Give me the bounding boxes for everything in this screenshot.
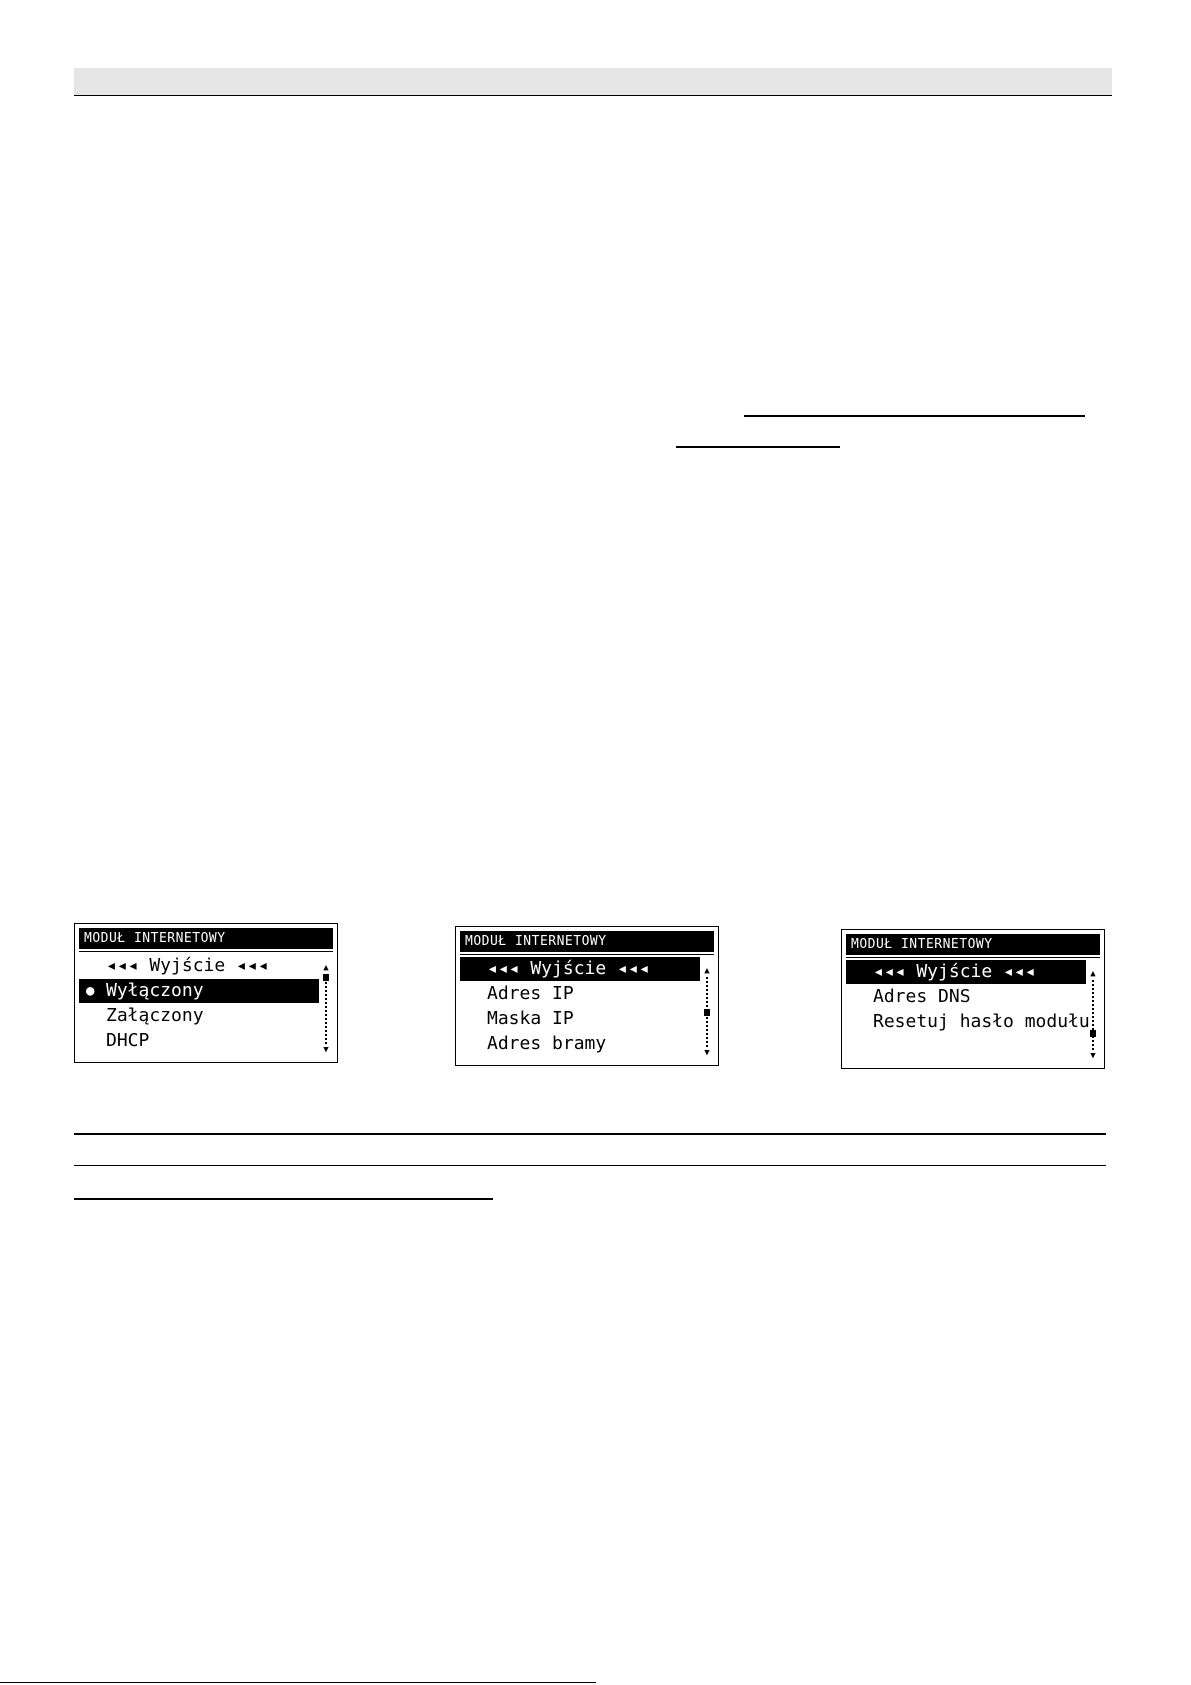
scroll-up-icon[interactable]: ▲	[1090, 969, 1096, 979]
divider	[79, 951, 333, 952]
lcd-title: MODUŁ INTERNETOWY	[846, 934, 1100, 955]
menu-item-dns-address[interactable]	[846, 985, 1086, 1009]
divider	[846, 957, 1100, 958]
menu-item-reset-password[interactable]	[846, 1010, 1090, 1034]
scroll-up-icon[interactable]: ▲	[323, 963, 329, 973]
menu-item-exit[interactable]	[846, 960, 1086, 984]
scrollbar[interactable]	[321, 964, 331, 1054]
scrollbar[interactable]	[702, 967, 712, 1057]
menu-item-label: Adres bramy	[487, 1033, 607, 1054]
menu-item-enabled[interactable]	[79, 1004, 319, 1028]
scroll-down-icon[interactable]: ▼	[323, 1045, 329, 1055]
menu-item-gateway-address[interactable]	[460, 1032, 700, 1056]
footer-rule	[0, 1682, 596, 1683]
menu-item-exit[interactable]	[79, 954, 319, 978]
lcd-title: MODUŁ INTERNETOWY	[460, 931, 714, 952]
menu-item-ip-mask[interactable]	[460, 1007, 700, 1031]
menu-item-label: Adres IP	[487, 983, 574, 1004]
scrollbar[interactable]	[1088, 970, 1098, 1060]
scroll-track	[325, 974, 327, 1044]
link-underline	[744, 415, 1085, 417]
menu-item-exit[interactable]	[460, 957, 700, 981]
scroll-thumb[interactable]	[704, 1009, 710, 1016]
menu-item-label: ◂◂◂ Wyjście ◂◂◂	[873, 961, 1036, 982]
scroll-down-icon[interactable]: ▼	[1090, 1051, 1096, 1061]
menu-item-label: DHCP	[106, 1030, 150, 1051]
scroll-thumb[interactable]	[323, 974, 329, 981]
menu-item-label: Załączony	[106, 1005, 204, 1026]
divider	[74, 1133, 1106, 1135]
scroll-track	[1092, 980, 1094, 1050]
lcd-screen-1	[74, 923, 338, 1063]
menu-item-dhcp[interactable]	[79, 1029, 319, 1053]
menu-item-label: ◂◂◂ Wyjście ◂◂◂	[106, 955, 269, 976]
menu-item-label: Resetuj hasło modułu	[873, 1011, 1090, 1032]
link-underline	[74, 1198, 493, 1200]
scroll-down-icon[interactable]: ▼	[704, 1048, 710, 1058]
divider	[74, 1165, 1106, 1166]
menu-item-label: Maska IP	[487, 1008, 574, 1029]
lcd-screen-3	[841, 929, 1105, 1069]
lcd-title: MODUŁ INTERNETOWY	[79, 928, 333, 949]
scroll-thumb[interactable]	[1090, 1030, 1096, 1037]
radio-bullet: ●	[86, 983, 95, 999]
menu-item-label: Adres DNS	[873, 986, 971, 1007]
link-underline	[676, 446, 840, 448]
scroll-up-icon[interactable]: ▲	[704, 966, 710, 976]
menu-item-label: ◂◂◂ Wyjście ◂◂◂	[487, 958, 650, 979]
menu-item-ip-address[interactable]	[460, 982, 700, 1006]
divider	[460, 954, 714, 955]
lcd-screen-2	[455, 926, 719, 1066]
menu-item-disabled[interactable]	[79, 979, 319, 1003]
menu-item-label: Wyłączony	[106, 980, 204, 1001]
header-band	[74, 68, 1112, 96]
